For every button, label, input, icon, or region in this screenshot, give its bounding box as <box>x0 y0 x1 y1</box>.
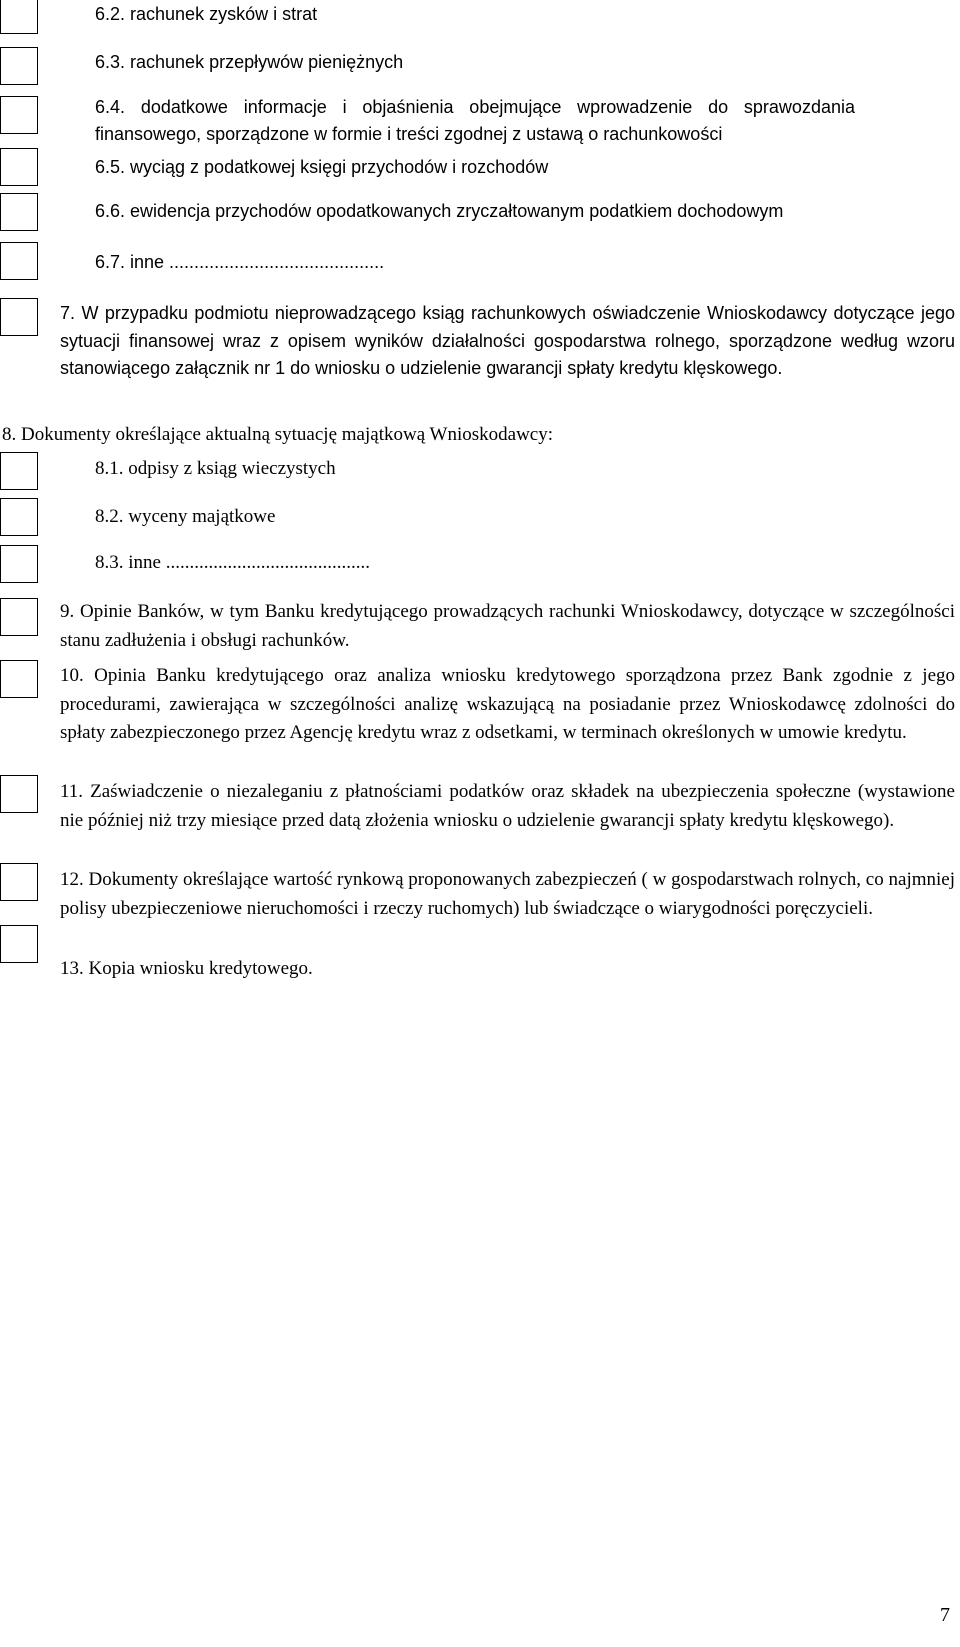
item-8-3: 8.3. inne ........................................... <box>95 552 370 573</box>
item-8-1: 8.1. odpisy z ksiąg wieczystych <box>95 458 336 479</box>
item-13: 13. Kopia wniosku kredytowego. <box>60 958 313 979</box>
item-6-4: 6.4. dodatkowe informacje i objaśnienia obejmujące wprowadzenie do sprawozdania finansowego, sporządzone w formie i treści zgodnej z ustawą o rachunkowości <box>95 97 855 144</box>
item-7: 7. W przypadku podmiotu nieprowadzącego ksiąg rachunkowych oświadczenie Wnioskodawcy dotyczące jego sytuacji finansowej wraz z opisem wyników działalności gospodarstwa rolnego, sporządzone według wzoru stanowiącego załącznik nr 1 do wniosku o udzielenie gwarancji spłaty kredytu klęskowego. <box>60 303 955 378</box>
checkbox-8-1[interactable] <box>0 452 38 490</box>
checkbox-11[interactable] <box>0 775 38 813</box>
item-11: 11. Zaświadczenie o niezaleganiu z płatnościami podatków oraz składek na ubezpieczenia społeczne (wystawione nie później niż trzy miesiące przed datą złożenia wniosku o udzielenie gwarancji spłaty kredytu klęskowego). <box>60 781 955 831</box>
item-6-6: 6.6. ewidencja przychodów opodatkowanych zryczałtowanym podatkiem dochodowym <box>95 201 784 221</box>
checkbox-6-5[interactable] <box>0 148 38 186</box>
item-8-heading: 8. Dokumenty określające aktualną sytuację majątkową Wnioskodawcy: <box>2 424 553 445</box>
item-10: 10. Opinia Banku kredytującego oraz analiza wniosku kredytowego sporządzona przez Bank zgodnie z jego procedurami, zawierająca w szczególności analizę wskazującą na posiadanie przez Wnioskodawcę zdolności do spłaty zabezpieczonego przez Agencję kredytu wraz z odsetkami, w terminach określonych w umowie kredytu. <box>60 665 955 743</box>
item-8-2: 8.2. wyceny majątkowe <box>95 506 276 527</box>
checkbox-6-3[interactable] <box>0 47 38 85</box>
checkbox-7[interactable] <box>0 298 38 336</box>
checkbox-8-3[interactable] <box>0 545 38 583</box>
item-6-5: 6.5. wyciąg z podatkowej księgi przychodów i rozchodów <box>95 157 549 177</box>
checkbox-9[interactable] <box>0 598 38 636</box>
checkbox-12[interactable] <box>0 863 38 901</box>
item-6-2: 6.2. rachunek zysków i strat <box>95 4 318 24</box>
checkbox-8-2[interactable] <box>0 498 38 536</box>
checkbox-6-7[interactable] <box>0 242 38 280</box>
item-9: 9. Opinie Banków, w tym Banku kredytującego prowadzących rachunki Wnioskodawcy, dotyczące w szczególności stanu zadłużenia i obsługi rachunków. <box>60 601 955 651</box>
checkbox-6-6[interactable] <box>0 193 38 231</box>
item-6-7: 6.7. inne ........................................... <box>95 252 385 272</box>
item-12: 12. Dokumenty określające wartość rynkową proponowanych zabezpieczeń ( w gospodarstwach rolnych, co najmniej polisy ubezpieczeniowe nieruchomości i rzeczy ruchomych) lub świadczące o wiarygodności poręczycieli. <box>60 869 955 919</box>
checkbox-13[interactable] <box>0 925 38 963</box>
checkbox-6-4[interactable] <box>0 96 38 134</box>
item-6-3: 6.3. rachunek przepływów pieniężnych <box>95 52 404 72</box>
checkbox-6-2[interactable] <box>0 0 38 34</box>
checkbox-10[interactable] <box>0 660 38 698</box>
page-number: 7 <box>940 1604 950 1626</box>
